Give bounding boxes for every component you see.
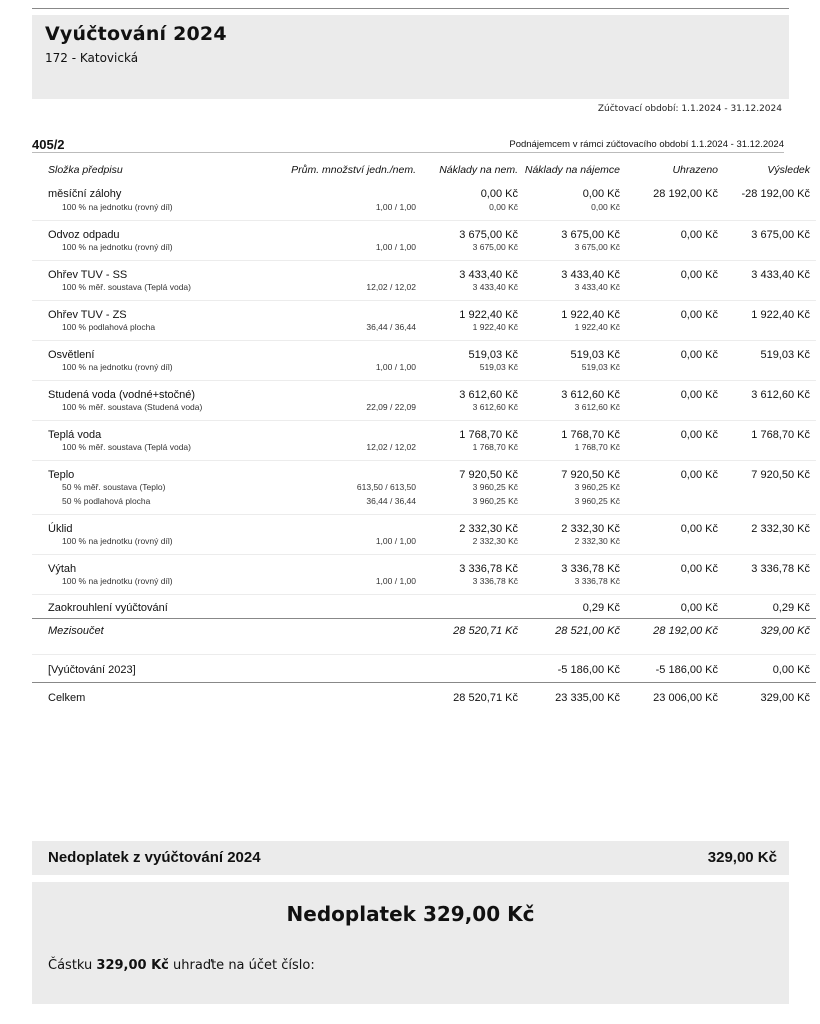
item-cost-tenant: 1 922,40 Kč <box>561 308 620 321</box>
subitem-cost-property: 3 612,60 Kč <box>422 402 524 420</box>
total-row <box>32 682 816 709</box>
subitem-quantity: 36,44 / 36,44 <box>247 496 422 514</box>
subitem-cost-tenant: 1 768,70 Kč <box>524 442 626 460</box>
arrears-summary-bar <box>32 841 789 875</box>
subitem-quantity: 1,00 / 1,00 <box>247 576 422 594</box>
previous-settlement-label: [Vyúčtování 2023] <box>32 654 247 682</box>
subitem-quantity: 36,44 / 36,44 <box>247 322 422 340</box>
item-cost-property: 3 675,00 Kč <box>459 228 518 241</box>
col-header-paid: Uhrazeno <box>672 164 718 176</box>
rounding-result: 0,29 Kč <box>724 594 816 618</box>
table-header-row <box>32 160 816 180</box>
table-subrow <box>32 576 816 594</box>
rounding-row <box>32 594 816 618</box>
item-result: 3 433,40 Kč <box>751 268 810 281</box>
item-name: Teplo <box>48 468 75 481</box>
item-result: 2 332,30 Kč <box>751 522 810 535</box>
subtotal-label: Mezisoučet <box>32 618 247 654</box>
item-cost-property: 1 768,70 Kč <box>459 428 518 441</box>
subitem-quantity: 1,00 / 1,00 <box>247 536 422 554</box>
item-cost-tenant: 7 920,50 Kč <box>561 468 620 481</box>
item-cost-tenant: 3 612,60 Kč <box>561 388 620 401</box>
payment-box <box>32 882 789 1004</box>
subitem-basis: 100 % na jednotku (rovný díl) <box>32 362 247 380</box>
table-subrow <box>32 442 816 460</box>
item-quantity <box>247 180 422 202</box>
subitem-result <box>724 482 816 496</box>
item-name: měsíční zálohy <box>48 188 122 200</box>
unit-id: 405/2 <box>32 137 65 152</box>
table-subrow <box>32 362 816 380</box>
subitem-result <box>724 496 816 514</box>
previous-cost-tenant: -5 186,00 Kč <box>524 654 626 682</box>
table-row <box>32 340 816 362</box>
subitem-paid <box>626 362 724 380</box>
subitem-basis: 100 % měř. soustava (Studená voda) <box>32 402 247 420</box>
subitem-cost-property: 3 960,25 Kč <box>472 482 518 492</box>
col-header-quantity: Prům. množství jedn./nem. <box>291 164 416 176</box>
table-subrow <box>32 322 816 340</box>
subitem-result <box>724 362 816 380</box>
building-subtitle: 172 - Katovická <box>45 51 139 65</box>
billing-table <box>32 160 816 709</box>
item-name: Teplá voda <box>48 428 102 441</box>
total-result: 329,00 Kč <box>760 691 810 704</box>
subitem-cost-property: 1 922,40 Kč <box>422 322 524 340</box>
item-quantity <box>247 380 422 402</box>
table-subrow <box>32 496 816 514</box>
subitem-paid <box>626 442 724 460</box>
previous-paid: -5 186,00 Kč <box>626 654 724 682</box>
page-title: Vyúčtování 2024 <box>45 23 227 45</box>
arrears-label: Nedoplatek z vyúčtování 2024 <box>48 849 261 866</box>
subitem-quantity: 12,02 / 12,02 <box>247 282 422 300</box>
subitem-cost-property: 2 332,30 Kč <box>422 536 524 554</box>
subitem-basis: 100 % na jednotku (rovný díl) <box>32 576 247 594</box>
item-name: Úklid <box>48 522 73 535</box>
subitem-cost-property: 3 960,25 Kč <box>422 496 524 514</box>
item-cost-tenant: 1 768,70 Kč <box>561 428 620 441</box>
subitem-cost-property: 0,00 Kč <box>422 202 524 220</box>
subitem-cost-tenant: 519,03 Kč <box>524 362 626 380</box>
table-row <box>32 300 816 322</box>
table-row <box>32 554 816 576</box>
item-paid: 0,00 Kč <box>680 468 718 481</box>
item-result: 3 336,78 Kč <box>751 562 810 575</box>
header-box <box>32 15 789 99</box>
table-subrow <box>32 202 816 220</box>
subitem-quantity: 613,50 / 613,50 <box>356 482 416 492</box>
item-cost-tenant: 519,03 Kč <box>570 348 620 361</box>
item-cost-property: 7 920,50 Kč <box>459 468 518 481</box>
subitem-basis: 50 % měř. soustava (Teplo) <box>62 482 166 492</box>
subitem-cost-tenant: 3 960,25 Kč <box>524 496 626 514</box>
subitem-cost-property: 1 768,70 Kč <box>422 442 524 460</box>
item-cost-tenant: 2 332,30 Kč <box>561 522 620 535</box>
previous-settlement-row <box>32 654 816 682</box>
rounding-paid: 0,00 Kč <box>626 594 724 618</box>
subitem-basis: 100 % na jednotku (rovný díl) <box>32 242 247 260</box>
subitem-result <box>724 402 816 420</box>
subitem-paid <box>626 202 724 220</box>
total-cost-tenant: 23 335,00 Kč <box>555 691 620 704</box>
item-result: 1 768,70 Kč <box>751 428 810 441</box>
item-cost-tenant: 3 336,78 Kč <box>561 562 620 575</box>
subitem-paid <box>626 576 724 594</box>
subitem-basis: 100 % podlahová plocha <box>32 322 247 340</box>
subitem-result <box>724 322 816 340</box>
subitem-cost-tenant: 3 960,25 Kč <box>574 482 620 492</box>
table-row <box>32 220 816 242</box>
subtotal-result: 329,00 Kč <box>724 618 816 654</box>
item-cost-property: 1 922,40 Kč <box>459 308 518 321</box>
table-subrow <box>32 402 816 420</box>
item-paid: 28 192,00 Kč <box>653 188 718 200</box>
subitem-cost-property: 3 433,40 Kč <box>422 282 524 300</box>
subitem-result <box>724 442 816 460</box>
item-result: 1 922,40 Kč <box>751 308 810 321</box>
item-result: 3 612,60 Kč <box>751 388 810 401</box>
subitem-basis: 100 % měř. soustava (Teplá voda) <box>32 442 247 460</box>
item-paid: 0,00 Kč <box>680 522 718 535</box>
item-quantity <box>247 300 422 322</box>
subitem-quantity: 12,02 / 12,02 <box>247 442 422 460</box>
subitem-cost-property: 3 336,78 Kč <box>422 576 524 594</box>
subitem-paid <box>626 496 724 514</box>
subitem-quantity: 1,00 / 1,00 <box>247 362 422 380</box>
table-row <box>32 420 816 442</box>
item-cost-property: 519,03 Kč <box>468 348 518 361</box>
subtotal-row <box>32 618 816 654</box>
subitem-basis: 50 % podlahová plocha <box>32 496 247 514</box>
total-paid: 23 006,00 Kč <box>653 691 718 704</box>
col-header-cost-tenant: Náklady na nájemce <box>524 164 620 176</box>
item-result: 7 920,50 Kč <box>751 468 810 481</box>
item-paid: 0,00 Kč <box>680 268 718 281</box>
item-result: 3 675,00 Kč <box>751 228 810 241</box>
previous-result: 0,00 Kč <box>724 654 816 682</box>
subitem-result <box>724 576 816 594</box>
total-cost-property: 28 520,71 Kč <box>453 691 518 704</box>
subitem-cost-tenant: 3 612,60 Kč <box>524 402 626 420</box>
item-name: Studená voda (vodné+stočné) <box>48 388 196 401</box>
subitem-paid <box>626 402 724 420</box>
table-subrow <box>32 242 816 260</box>
subitem-result <box>724 536 816 554</box>
subitem-basis: 100 % na jednotku (rovný díl) <box>32 536 247 554</box>
subitem-quantity: 22,09 / 22,09 <box>247 402 422 420</box>
table-subrow <box>32 536 816 554</box>
item-cost-property: 3 433,40 Kč <box>459 268 518 281</box>
subitem-result <box>724 242 816 260</box>
item-result: -28 192,00 Kč <box>741 188 810 200</box>
unit-header <box>32 137 784 153</box>
item-cost-tenant: 0,00 Kč <box>582 188 620 200</box>
table-row <box>32 260 816 282</box>
subitem-paid <box>626 536 724 554</box>
subtotal-cost-property: 28 520,71 Kč <box>422 618 524 654</box>
table-row <box>32 180 816 202</box>
item-paid: 0,00 Kč <box>680 308 718 321</box>
payment-text-suffix: uhraďte na účet číslo: <box>173 958 315 973</box>
item-quantity <box>247 260 422 282</box>
subitem-cost-property: 3 675,00 Kč <box>422 242 524 260</box>
item-paid: 0,00 Kč <box>680 228 718 241</box>
subitem-result <box>724 202 816 220</box>
subitem-paid <box>626 242 724 260</box>
table-row <box>32 514 816 536</box>
subitem-result <box>724 282 816 300</box>
table-subrow <box>32 482 816 496</box>
item-cost-property: 2 332,30 Kč <box>459 522 518 535</box>
rounding-label: Zaokrouhlení vyúčtování <box>32 594 247 618</box>
item-paid: 0,00 Kč <box>680 348 718 361</box>
arrears-amount: 329,00 Kč <box>707 849 777 866</box>
item-quantity <box>247 340 422 362</box>
table-row <box>32 380 816 402</box>
subitem-basis: 100 % měř. soustava (Teplá voda) <box>32 282 247 300</box>
item-paid: 0,00 Kč <box>680 388 718 401</box>
item-quantity <box>247 514 422 536</box>
billing-period: Zúčtovací období: 1.1.2024 - 31.12.2024 <box>597 104 782 114</box>
table-subrow <box>32 282 816 300</box>
rounding-cost-tenant: 0,29 Kč <box>524 594 626 618</box>
payment-instructions <box>48 958 315 973</box>
items-body <box>32 180 816 594</box>
subitem-paid <box>626 482 724 496</box>
item-quantity <box>247 420 422 442</box>
subitem-paid <box>626 282 724 300</box>
subitem-cost-tenant: 3 675,00 Kč <box>524 242 626 260</box>
table-row <box>32 460 816 482</box>
unit-tenancy-note: Podnájemcem v rámci zúčtovacího období 1.1.2024 - 31.12.2024 <box>509 139 784 150</box>
top-divider <box>32 8 789 9</box>
col-header-cost-property: Náklady na nem. <box>439 164 518 176</box>
item-quantity <box>247 220 422 242</box>
item-cost-tenant: 3 433,40 Kč <box>561 268 620 281</box>
item-quantity <box>247 460 422 482</box>
subtotal-paid: 28 192,00 Kč <box>626 618 724 654</box>
item-name: Ohřev TUV - ZS <box>48 308 127 321</box>
subitem-cost-tenant: 1 922,40 Kč <box>524 322 626 340</box>
total-label: Celkem <box>48 691 86 704</box>
item-paid: 0,00 Kč <box>680 428 718 441</box>
payment-text-prefix: Částku <box>48 958 93 973</box>
subitem-paid <box>626 322 724 340</box>
subitem-cost-tenant: 3 433,40 Kč <box>524 282 626 300</box>
item-cost-property: 3 336,78 Kč <box>459 562 518 575</box>
item-cost-tenant: 3 675,00 Kč <box>561 228 620 241</box>
subitem-basis: 100 % na jednotku (rovný díl) <box>32 202 247 220</box>
col-header-component: Složka předpisu <box>48 164 123 176</box>
item-quantity <box>247 554 422 576</box>
subitem-cost-tenant: 0,00 Kč <box>524 202 626 220</box>
subitem-cost-property: 519,03 Kč <box>422 362 524 380</box>
col-header-result: Výsledek <box>767 164 810 176</box>
item-name: Osvětlení <box>48 348 95 361</box>
item-paid: 0,00 Kč <box>680 562 718 575</box>
item-name: Ohřev TUV - SS <box>48 268 128 281</box>
item-result: 519,03 Kč <box>760 348 810 361</box>
payment-amount: 329,00 Kč <box>96 958 169 973</box>
item-name: Výtah <box>48 562 77 575</box>
subitem-quantity: 1,00 / 1,00 <box>247 242 422 260</box>
subitem-cost-tenant: 2 332,30 Kč <box>524 536 626 554</box>
item-cost-property: 3 612,60 Kč <box>459 388 518 401</box>
payment-title: Nedoplatek 329,00 Kč <box>286 902 535 926</box>
subitem-quantity: 1,00 / 1,00 <box>247 202 422 220</box>
subtotal-cost-tenant: 28 521,00 Kč <box>524 618 626 654</box>
item-cost-property: 0,00 Kč <box>480 188 518 200</box>
subitem-cost-tenant: 3 336,78 Kč <box>524 576 626 594</box>
item-name: Odvoz odpadu <box>48 228 120 241</box>
